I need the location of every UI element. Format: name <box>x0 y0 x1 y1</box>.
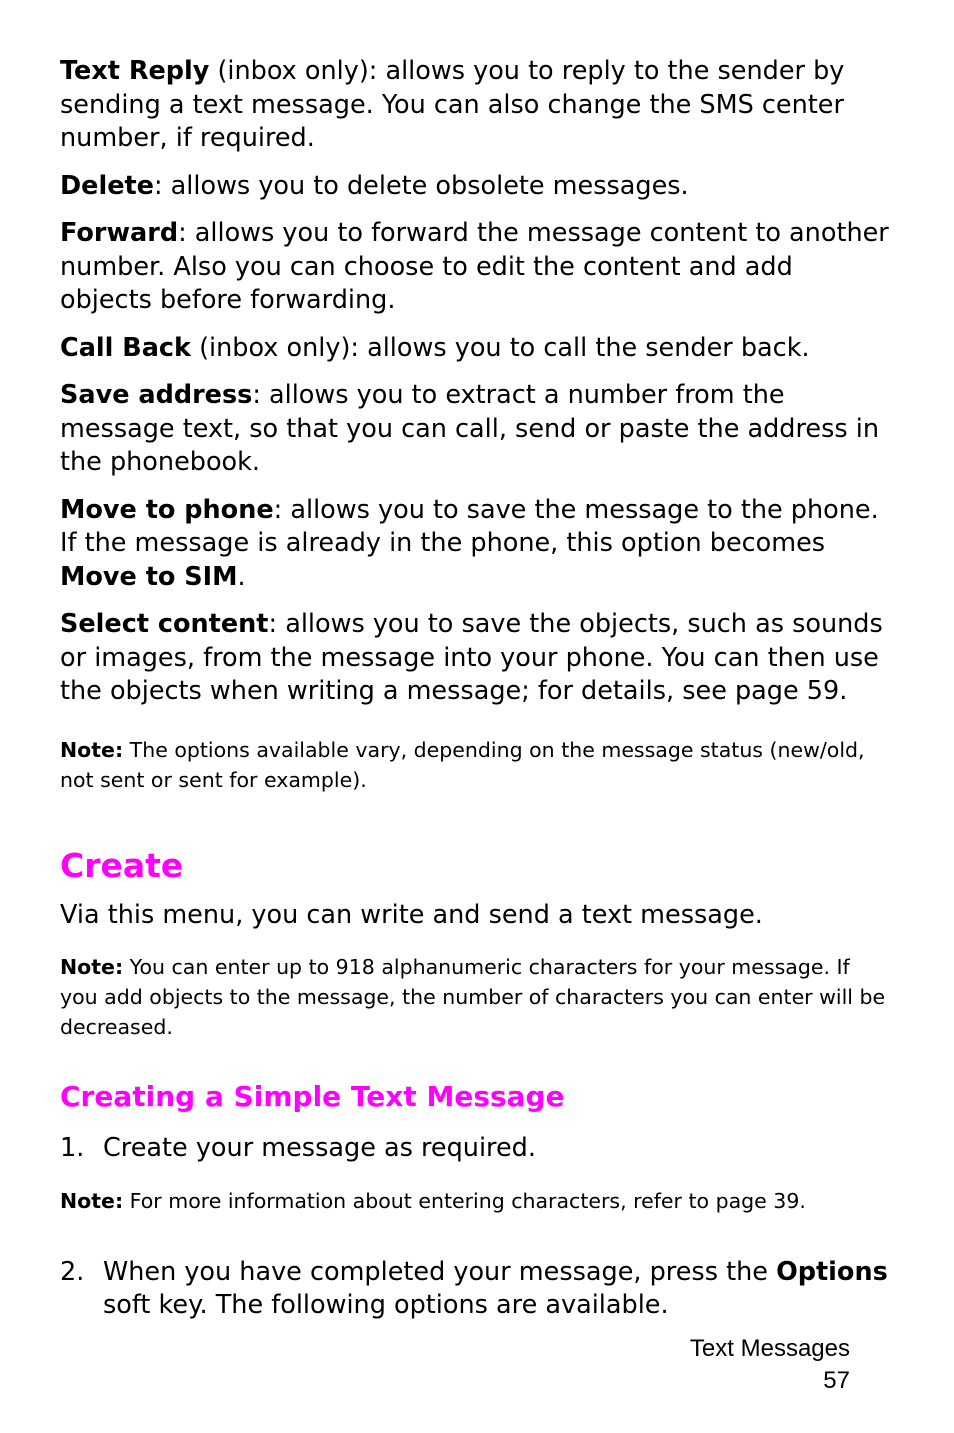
option-call-back <box>60 332 890 366</box>
term: Select content <box>60 609 269 639</box>
note-text: The options available vary, depending on the message status (new/old, not sent or sent for example). <box>60 737 865 792</box>
term: Delete <box>60 170 154 201</box>
step-text: Create your message as required. <box>103 1133 536 1163</box>
note-label: Note: <box>60 955 124 979</box>
note-options-vary <box>60 735 890 795</box>
desc: : allows you to delete obsolete messages. <box>153 170 689 201</box>
page-content <box>60 55 890 1323</box>
note-text: For more information about entering characters, refer to page 39. <box>123 1188 806 1213</box>
option-save-address <box>60 379 890 480</box>
desc: (inbox only): allows you to reply to the sender by sending a text message. You can also change the SMS center number, if required. <box>60 56 845 153</box>
step-text-before: When you have completed your message, press the <box>103 1256 777 1287</box>
option-text-reply <box>60 55 890 156</box>
term: Move to phone <box>60 494 274 525</box>
option-select-content <box>60 608 890 709</box>
desc: (inbox only): allows you to call the sender back. <box>191 332 810 363</box>
term2: Move to SIM <box>60 561 238 592</box>
section-heading-create: Create <box>60 845 184 885</box>
term: Forward <box>60 218 179 248</box>
note-label: Note: <box>60 737 124 762</box>
term: Call Back <box>60 332 191 363</box>
footer-section-name: Text Messages <box>689 1335 850 1362</box>
step-text <box>103 1256 890 1323</box>
desc: : allows you to save the message to the phone. If the message is already in the phone, this option becomes <box>60 494 879 558</box>
term: Text Reply <box>60 56 210 86</box>
option-delete <box>60 170 890 204</box>
desc: : allows you to forward the message content to another number. Also you can choose to edit the content and add objects before forwarding. <box>60 218 889 315</box>
subheading-creating-simple-text-message: Creating a Simple Text Message <box>60 1080 565 1113</box>
desc: : allows you to extract a number from the message text, so that you can call, send or paste the address in the phonebook. <box>60 380 880 477</box>
step-number: 1. <box>60 1133 85 1163</box>
step-1 <box>60 1132 890 1166</box>
step-text-after: soft key. The following options are available. <box>103 1290 669 1320</box>
note-character-limit <box>60 952 890 1042</box>
create-intro: Via this menu, you can write and send a text message. <box>60 899 763 930</box>
page-footer <box>690 1333 850 1397</box>
step-2 <box>60 1256 890 1323</box>
desc2: . <box>237 561 246 592</box>
note-entering-characters <box>60 1186 890 1216</box>
desc: : allows you to save the objects, such as sounds or images, from the message into your phone. You can then use the objects when writing a message; for details, see page 59. <box>60 609 883 706</box>
option-forward <box>60 217 890 318</box>
note-label: Note: <box>60 1188 124 1213</box>
step-number: 2. <box>60 1256 85 1287</box>
term: Save address <box>60 380 253 410</box>
footer-page-number: 57 <box>823 1367 850 1394</box>
note-text: You can enter up to 918 alphanumeric characters for your message. If you add objects to the message, the number of characters you can enter will be decreased. <box>60 955 886 1039</box>
option-move-to-phone <box>60 494 890 595</box>
step-options-key: Options <box>776 1256 888 1287</box>
